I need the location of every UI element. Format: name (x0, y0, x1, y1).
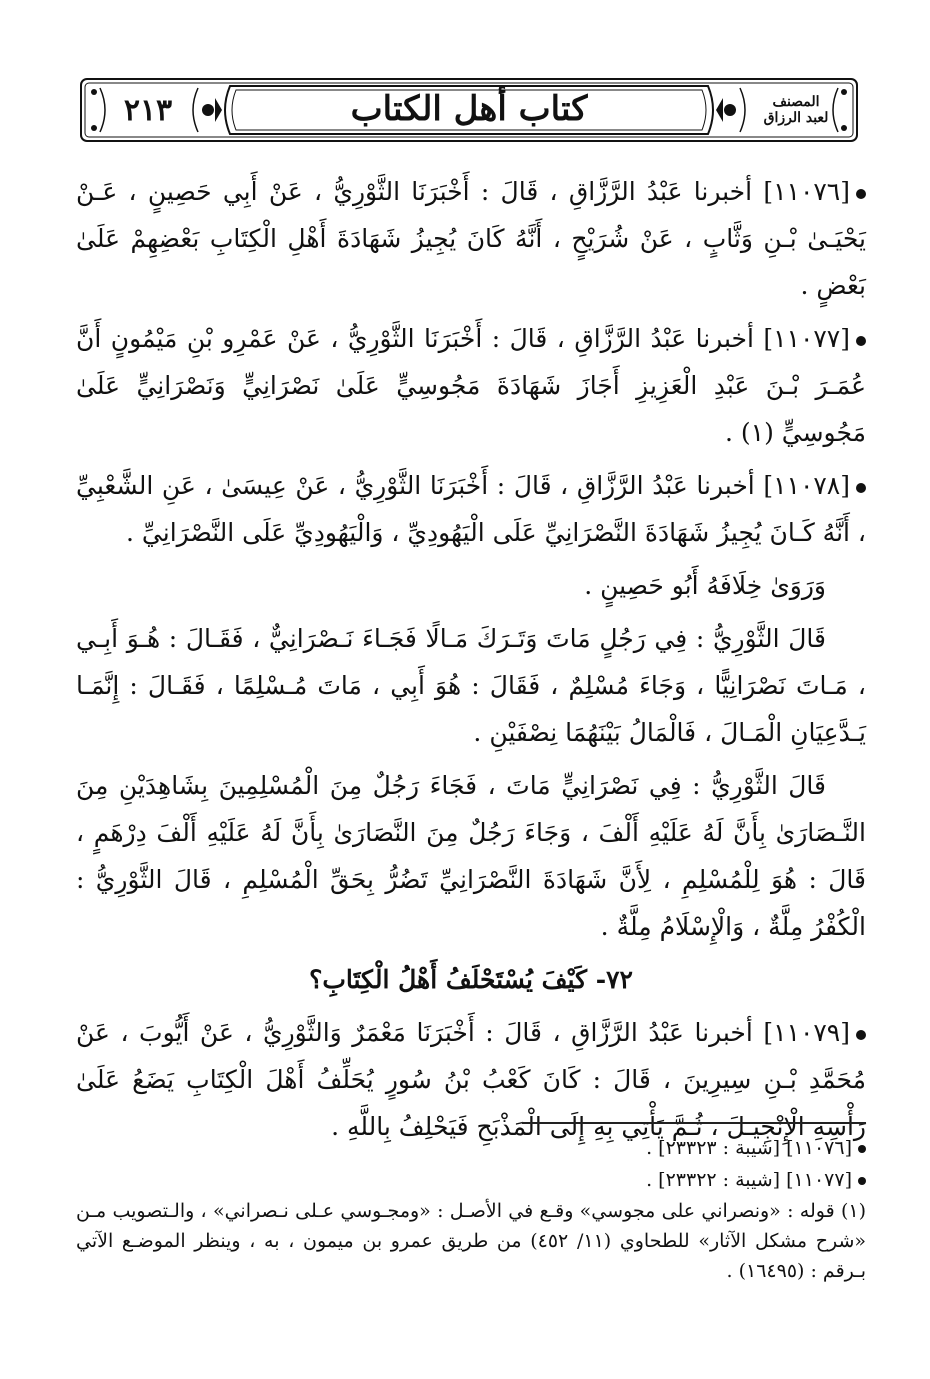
hadith-11079 (76, 1009, 866, 1150)
publisher-logo (744, 86, 848, 134)
hadith-text: [١١٠٧٨] أخبرنا عَبْدُ الرَّزَّاقِ ، قَالَ : أَخْبَرَنَا الثَّوْرِيُّ ، عَنْ عِيسَىٰ ، عَنِ الشَّعْبِيِّ ، أَنَّهُ كَـانَ يُجِيزُ شَهَادَةَ النَّصْرَانِيِّ عَلَى الْيَهُودِيِّ ، وَالْيَهُودِيِّ عَلَى النَّصْرَانِيِّ . (76, 471, 866, 547)
bullet-icon (856, 336, 866, 346)
footnotes (76, 1132, 866, 1286)
bullet-icon (856, 483, 866, 493)
logo-line-2: لعبد الرزاق (763, 110, 829, 126)
hadith-11076 (76, 168, 866, 309)
source-note-text: [١١٠٧٧] [شيبة : ٢٣٣٢٢] . (646, 1169, 852, 1191)
paragraph: وَرَوَىٰ خِلَافَهُ أَبُو حَصِينٍ . (584, 571, 826, 600)
bullet-icon (856, 1030, 866, 1040)
hadith-text: [١١٠٧٦] أخبرنا عَبْدُ الرَّزَّاقِ ، قَالَ : أَخْبَرَنَا الثَّوْرِيُّ ، عَنْ أَبِي حَصِينٍ ، عَـنْ يَحْيَـىٰ بْـنِ وَثَّابٍ ، عَنْ شُرَيْحٍ ، أَنَّهُ كَانَ يُجِيزُ شَهَادَةَ أَهْلِ الْكِتَابِ بَعْضِهِمْ عَلَىٰ بَعْضٍ . (76, 177, 866, 300)
main-text (76, 168, 866, 1150)
hadith-11078 (76, 462, 866, 556)
bullet-icon (858, 1177, 866, 1185)
footnote-1: (١) قوله : «ونصراني على مجوسي» وقـع في الأصـل : «ومجـوسي عـلى نـصراني» ، والـتصويب مـن «شرح مشكل الآثار» للطحاوي (١١/ ٤٥٢) من طريق عمرو بن ميمون ، به ، وينظر الموضـع الآتي بـرقم : (١٦٤٩٥) . (76, 1200, 866, 1282)
book-title: كتاب أهل الكتاب (350, 89, 588, 129)
bullet-icon (856, 189, 866, 199)
section-heading: ٧٢- كَيْفَ يُسْتَحْلَفُ أَهْلُ الْكِتَابِ؟ (309, 965, 633, 994)
source-note (76, 1132, 866, 1164)
source-note (76, 1164, 866, 1196)
page-header (80, 78, 858, 142)
hadith-text: [١١٠٧٩] أخبرنا عَبْدُ الرَّزَّاقِ ، قَالَ : أَخْبَرَنَا مَعْمَرٌ وَالثَّوْرِيُّ ، عَنْ أَيُّوبَ ، عَنْ مُحَمَّدِ بْـنِ سِيرِينَ ، قَالَ : كَانَ كَعْبُ بْنُ سُورٍ يُحَلِّفُ أَهْلَ الْكِتَابِ يَضَعُ عَلَىٰ رَأْسِهِ الْإِنْجِيـلَ ، ثُـمَّ يَأْتِي بِهِ إِلَى الْمَذْبَحِ فَيَحْلِفُ بِاللَّهِ . (76, 1018, 866, 1141)
footnote-separator (522, 1122, 866, 1124)
hadith-11077 (76, 315, 866, 456)
paragraph: قَالَ الثَّوْرِيُّ : فِي نَصْرَانِيٍّ مَاتَ ، فَجَاءَ رَجُلٌ مِنَ الْمُسْلِمِينَ بِشَاهِدَيْنِ مِنَ النَّـصَارَىٰ بِأَنَّ لَهُ عَلَيْهِ أَلْفَ ، وَجَاءَ رَجُلٌ مِنَ النَّصَارَىٰ بِأَنَّ لَهُ عَلَيْهِ أَلْفَ دِرْهَمٍ ، قَالَ : هُوَ لِلْمُسْلِمِ ، لِأَنَّ شَهَادَةَ النَّصْرَانِيِّ تَضُرُّ بِحَقِّ الْمُسْلِمِ ، قَالَ الثَّوْرِيُّ : الْكُفْرُ مِلَّةٌ ، وَالْإِسْلَامُ مِلَّةٌ . (76, 771, 866, 941)
hadith-text: [١١٠٧٧] أخبرنا عَبْدُ الرَّزَّاقِ ، قَالَ : أَخْبَرَنَا الثَّوْرِيُّ ، عَنْ عَمْرِو بْنِ مَيْمُونٍ أَنَّ عُمَـرَ بْـنَ عَبْدِ الْعَزِيزِ أَجَازَ شَهَادَةَ مَجُوسِيٍّ عَلَىٰ نَصْرَانِيٍّ وَنَصْرَانِيٍّ عَلَىٰ مَجُوسِيٍّ (١) . (76, 324, 866, 447)
bullet-icon (858, 1145, 866, 1153)
page-number: ٢١٣ (123, 92, 173, 128)
logo-line-1: المصنف (772, 94, 820, 110)
source-note-text: [١١٠٧٦] [شيبة : ٢٣٣٢٣] . (646, 1137, 852, 1159)
paragraph: قَالَ الثَّوْرِيُّ : فِي رَجُلٍ مَاتَ وَتَـرَكَ مَـالًا فَجَـاءَ نَـصْرَانِيٌّ ، فَقَـالَ : هُـوَ أَبِـي ، مَـاتَ نَصْرَانِيًّا ، وَجَاءَ مُسْلِمٌ ، فَقَالَ : هُوَ أَبِي ، مَاتَ مُـسْلِمًا ، فَقَـالَ : إِنَّمَـا يَـدَّعِيَانِ الْمَـالَ ، فَالْمَالُ بَيْنَهُمَا نِصْفَيْنِ . (76, 624, 866, 747)
